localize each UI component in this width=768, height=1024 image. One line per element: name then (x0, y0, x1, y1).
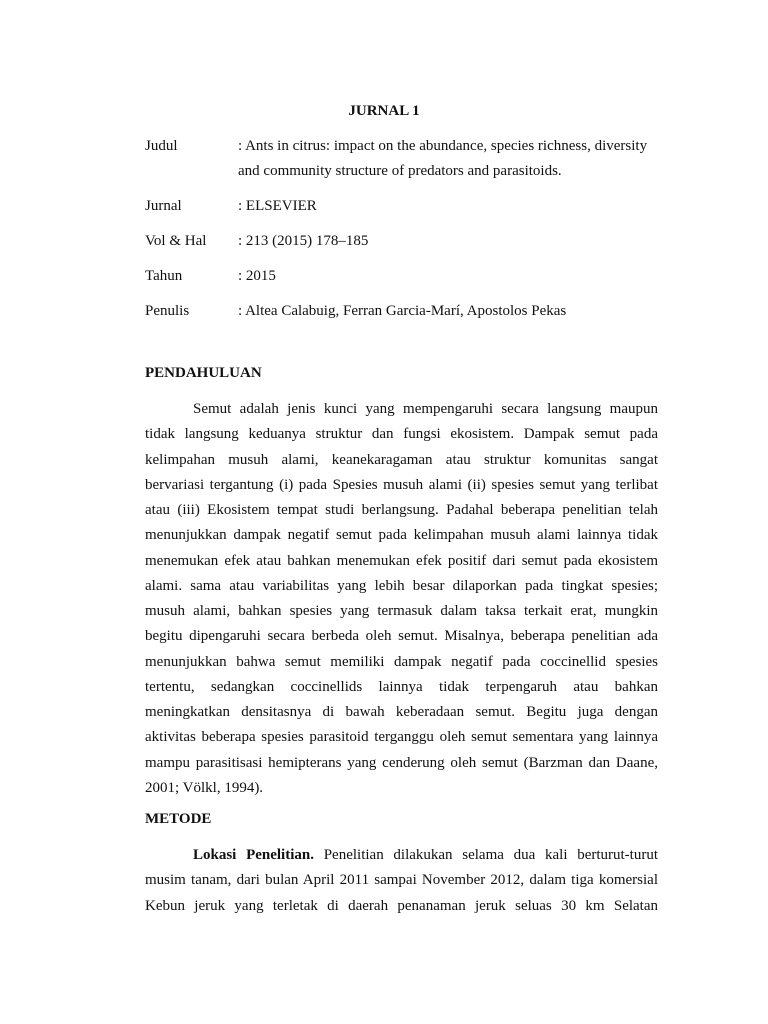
meta-value: : ELSEVIER (238, 198, 317, 214)
paragraph-line: aktivitas beberapa spesies parasitoid terganggu oleh semut sementara yang lainnya (145, 729, 658, 746)
paragraph-line (145, 843, 658, 868)
meta-key: Judul (145, 138, 178, 154)
meta-value: : Ants in citrus: impact on the abundance, species richness, diversity and community structure of predators and parasitoids. (238, 138, 648, 179)
paragraph-line: alami. sama atau variabilitas yang lebih besar dilaporkan pada tingkat spesies; (145, 577, 658, 594)
meta-value: : Altea Calabuig, Ferran Garcia-Marí, Apostolos Pekas (238, 303, 567, 319)
section-heading-metode: METODE (145, 811, 212, 827)
method-paragraph (145, 843, 658, 919)
meta-key: Jurnal (145, 198, 182, 214)
paragraph-line: Semut adalah jenis kunci yang mempengaruhi secara langsung maupun (193, 401, 658, 417)
paragraph-line: bervariasi tergantung (i) pada Spesies musuh alami (ii) spesies semut yang terlibat (145, 476, 658, 493)
section-heading-pendahuluan: PENDAHULUAN (145, 365, 262, 381)
paragraph-line: tidak langsung keduanya struktur dan fungsi ekosistem. Dampak semut pada (145, 426, 658, 443)
meta-key: Tahun (145, 268, 183, 284)
paragraph-line: menunjukkan bahwa semut memiliki dampak negatif pada coccinellid spesies (145, 653, 658, 670)
paragraph-line: tertentu, sedangkan coccinellids lainnya tidak terpengaruh atau bahkan (145, 678, 658, 695)
paragraph-line: mampu parasitisasi hemipterans yang cenderung oleh semut (Barzman dan Daane, (145, 754, 658, 771)
paragraph-line: kelimpahan musuh alami, keanekaragaman atau struktur komunitas sangat (145, 451, 658, 468)
paragraph-lead: Lokasi Penelitian. (193, 847, 314, 863)
paragraph-line: menunjukkan dampak negatif semut pada kelimpahan musuh alami lainnya tidak (145, 527, 658, 544)
paragraph-line: 2001; Völkl, 1994). (145, 779, 264, 796)
meta-value: : 213 (2015) 178–185 (238, 233, 369, 249)
meta-key: Penulis (145, 303, 190, 319)
paragraph-line-text: Penelitian dilakukan selama dua kali berturut-turut (323, 847, 659, 863)
paragraph-line: musuh alami, bahkan spesies yang termasuk dalam taksa terkait erat, mungkin (145, 603, 658, 619)
paragraph-line: Kebun jeruk yang terletak di daerah penanaman jeruk seluas 30 km Selatan (145, 897, 658, 914)
paragraph-line: menemukan efek atau bahkan menemukan efek positif dari semut pada ekosistem (145, 552, 658, 569)
intro-paragraph (145, 397, 658, 801)
meta-key: Vol & Hal (145, 233, 207, 249)
paragraph-line: atau (iii) Ekosistem tempat studi berlangsung. Padahal beberapa penelitian telah (145, 502, 658, 518)
page-title: JURNAL 1 (348, 103, 420, 119)
paragraph-line: begitu dipengaruhi secara berbeda oleh semut. Misalnya, beberapa penelitian ada (145, 628, 658, 645)
meta-value: : 2015 (238, 268, 276, 284)
paragraph-line: musim tanam, dari bulan April 2011 sampai November 2012, dalam tiga komersial (145, 872, 658, 889)
paragraph-line: meningkatkan densitasnya di bawah keberadaan semut. Begitu juga dengan (145, 704, 658, 720)
